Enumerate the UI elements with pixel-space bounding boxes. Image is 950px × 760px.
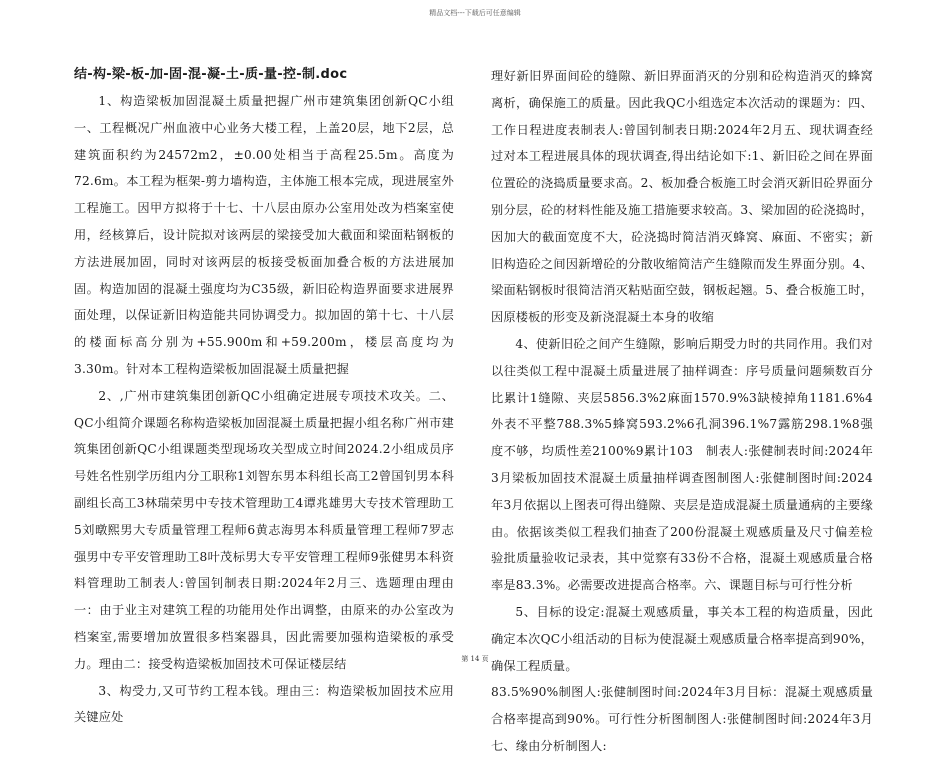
page-number: 第 14 页 (461, 655, 489, 663)
paragraph: 3、构受力,又可节约工程本钱。理由三：构造梁板加固技术应用关键应处 (74, 683, 454, 725)
paragraph: 83.5%90%制图人:张健制图时间:2024年3月目标：混凝土观感质量合格率提高到90%。可行性分析图制图人:张健制图时间:2024年3月七、缘由分析制图人: (491, 685, 873, 753)
paragraph: 1、构造梁板加固混凝土质量把握广州市建筑集团创新QC小组一、工程概况广州血液中心业务大楼工程，上盖20层，地下2层，总建筑面积约为24572m2，±0.00处相当于高程25.5m。高度为72.6m。本工程为框架-剪力墙构造，主体施工根本完成，现进展室外工程施工。因甲方拟将于十七、十八层由原办公室用处改为档案室使用，经核算后，设计院拟对该两层的梁接受加大截面和梁面粘钢板的方法进展加固，同时对该两层的板接受板面加叠合板的方法进展加固。构造加固的混凝土强度均为C35级，新旧砼构造界面要求进展界面处理，以保证新旧构造能共同协调受力。拟加固的第十七、十八层的楼面标高分别为+55.900m和+59.200m，楼层高度均为3.30m。针对本工程构造梁板加固混凝土质量把握 (74, 94, 454, 376)
paragraph: 2、,广州市建筑集团创新QC小组确定进展专项技术攻关。二、QC小组简介课题名称构造梁板加固混凝土质量把握小组名称广州市建筑集团创新QC小组课题类型现场攻关型成立时间2024.2小组成员序号姓名性别学历组内分工职称1刘智东男本科组长高工2曾国钊男本科副组长高工3林瑞荣男中专技术管理助工4谭兆雄男大专技术管理助工5刘暾熙男大专质量管理工程师6黄志海男本科质量管理工程师7罗志强男中专平安管理助工8叶茂标男大专平安管理工程师9张健男本科资料管理助工制表人:曾国钊制表日期:2024年2月三、选题理由理由一：由于业主对建筑工程的功能用处作出调整，由原来的办公室改为档案室,需要增加放置很多档案器具，因此需要加强构造梁板的承受力。理由二：接受构造梁板加固技术可保证楼层结 (74, 388, 454, 671)
document-title: 结-构-梁-板-加-固-混-凝-土-质-量-控-制.doc (74, 67, 348, 82)
page-header: 精品文档---下载后可任意编辑 (429, 9, 521, 17)
paragraph: 理好新旧界面间砼的缝隙、新旧界面消灭的分别和砼构造消灭的蜂窝离析，确保施工的质量。因此我QC小组选定本次活动的课题为：四、工作日程进度表制表人:曾国钊制表日期:2024年2月五、现状调查经过对本工程进展具体的现状调查,得出结论如下:1、新旧砼之间在界面位置砼的浇捣质量要求高。2、板加叠合板施工时会消灭新旧砼界面分别分层，砼的材料性能及施工措施要求较高。3、梁加固的砼浇捣时，因加大的截面宽度不大，砼浇捣时简洁消灭蜂窝、麻面、不密实；新旧构造砼之间因新增砼的分散收缩简洁产生缝隙而发生界面分别。4、梁面粘钢板时很简洁消灭粘贴面空鼓，钢板起翘。5、叠合板施工时，因原楼板的形变及新浇混凝土本身的收缩 (491, 69, 873, 325)
paragraph: 4、使新旧砼之间产生缝隙，影响后期受力时的共同作用。我们对以往类似工程中混凝土质量进展了抽样调查：序号质量问题频数百分比累计1缝隙、夹层5856.3%2麻面1570.9%3缺棱掉角1181.6%4外表不平整788.3%5蜂窝593.2%6孔洞396.1%7露筋298.1%8强度不够，均质性差2100%9累计103 制表人:张健制表时间:2024年3月梁板加固技术混凝土质量抽样调查图制图人:张健制图时间:2024年3月依据以上图表可得出缝隙、夹层是造成混凝土质量通病的主要缘由。依据该类似工程我们抽查了200份混凝土观感质量及尺寸偏差检验批质量验收记录表，其中觉察有33份不合格，混凝土观感质量合格率是83.3%。必需要改进提高合格率。六、课题目标与可行性分析 (491, 336, 873, 593)
left-column (74, 62, 454, 731)
paragraph: 5、目标的设定:混凝土观感质量，事关本工程的构造质量，因此确定本次QC小组活动的目标为使混凝土观感质量合格率提高到90%，确保工程质量。 (491, 604, 873, 673)
